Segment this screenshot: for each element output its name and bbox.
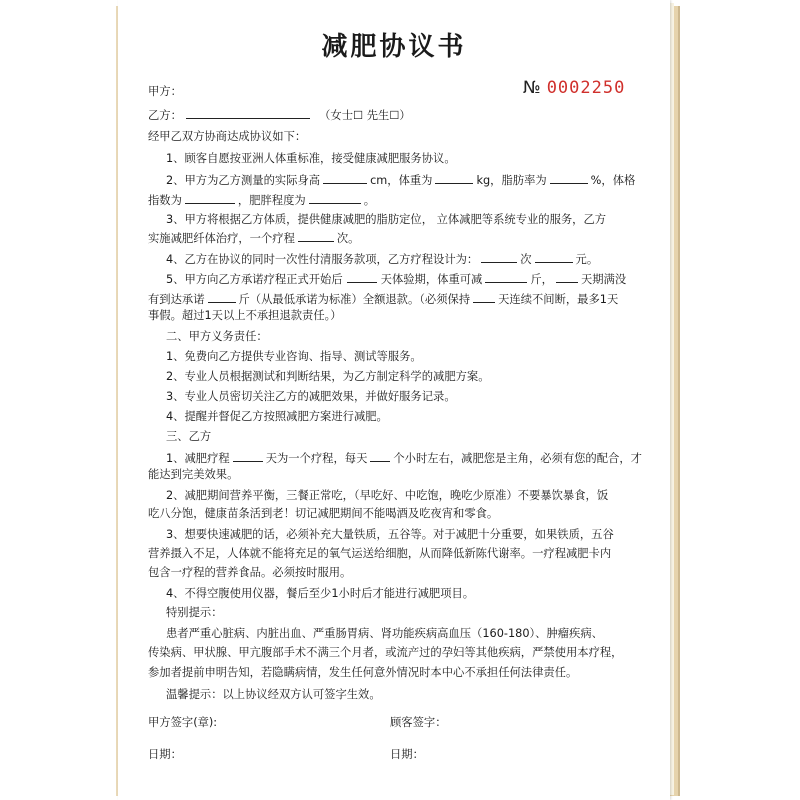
s1-item-5-text-b: 天体验期，体重可减 — [380, 273, 483, 286]
s3-item-1 — [166, 450, 642, 466]
s1-item-3: 3、甲方将根据乙方体质，提供健康减肥的脂肪定位， 立体减肥等系统专业的服务，乙方 — [166, 213, 607, 226]
s3-item-3: 3、想要快速减肥的话，必须补充大量铁质，五谷等。对于减肥十分重要，如果铁质，五谷 — [166, 528, 614, 541]
s1-item-5-text-c: 斤， — [530, 273, 553, 286]
customer-signature-label: 顾客签字： — [390, 716, 447, 729]
promise-weight-field[interactable] — [208, 291, 236, 303]
s2-item-1: 1、免费向乙方提供专业咨询、指导、测试等服务。 — [166, 350, 422, 363]
serial-number — [523, 78, 625, 98]
party-a-date-label: 日期： — [148, 748, 182, 761]
gender-options: （女士☐ 先生☐） — [319, 109, 411, 122]
course-days-field[interactable] — [233, 450, 263, 462]
s1-item-3-text-c: 次。 — [336, 232, 360, 245]
s1-item-5-text-d: 天期满没 — [580, 273, 627, 286]
s1-item-5-cont — [148, 291, 618, 307]
s2-item-2: 2、专业人员根据测试和判断结果，为乙方制定科学的减肥方案。 — [166, 370, 490, 383]
s2-heading: 二、甲方义务责任： — [166, 330, 268, 343]
s1-item-2-text-c: kg，脂肪率为 — [476, 174, 547, 187]
course-count-field[interactable] — [298, 230, 334, 242]
body-fat-field[interactable] — [550, 172, 588, 184]
s3-item-2: 2、减肥期间营养平衡，三餐正常吃，（早吃好、中吃饱，晚吃少原准）不要暴饮暴食，饭 — [166, 489, 609, 502]
s1-item-5-cont2: 事假。超过1天以上不承担退款责任。） — [148, 309, 342, 322]
s3-item-1-text-b: 天为一个疗程，每天 — [265, 452, 368, 465]
s2-item-4: 4、提醒并督促乙方按照减肥方案进行减肥。 — [166, 410, 388, 423]
height-field[interactable] — [323, 172, 367, 184]
s3-item-2-cont: 吃八分饱，健康苗条活到老！切记减肥期间不能喝酒及吃夜宵和零食。 — [148, 507, 499, 520]
party-b-label: 乙方： — [148, 109, 182, 122]
s1-item-5-text-a: 5、甲方向乙方承诺疗程正式开始后 — [166, 273, 343, 286]
party-b-name-field[interactable] — [186, 107, 310, 119]
s3-item-1-text-c: 个小时左右，减肥您是主角，必须有您的配合，才 — [393, 452, 642, 465]
special-line-1: 患者严重心脏病、内脏出血、严重肠胃病、肾功能疾病高血压（160-180）、肿瘤疾病、 — [166, 627, 603, 640]
document-title: 减肥协议书 — [321, 32, 467, 62]
party-a-signature-label: 甲方签字(章): — [148, 716, 218, 729]
s3-item-1-text-a: 1、减肥疗程 — [166, 452, 230, 465]
s1-item-4-text-c: 元。 — [575, 253, 599, 266]
party-b-line — [148, 107, 411, 123]
s1-item-2 — [166, 172, 635, 188]
s1-item-5-text-e: 有到达承诺 — [148, 293, 205, 306]
price-field[interactable] — [535, 251, 573, 263]
special-heading: 特别提示： — [166, 606, 223, 619]
s2-item-3: 3、专业人员密切关注乙方的减肥效果，并做好服务记录。 — [166, 390, 456, 403]
s3-item-1-cont: 能达到完美效果。 — [148, 468, 239, 481]
bmi-field[interactable] — [185, 192, 235, 204]
s1-item-4-text-a: 4、乙方在协议的同时一次性付清服务款项，乙方疗程设计为： — [166, 253, 479, 266]
s1-item-2-text-f: ，肥胖程度为 — [237, 194, 306, 207]
weight-field[interactable] — [435, 172, 473, 184]
s1-item-5-text-g: 天连续不间断，最多1天 — [498, 293, 619, 306]
s1-item-3-text-b: 实施减肥纤体治疗，一个疗程 — [148, 232, 295, 245]
agreement-sheet — [118, 0, 670, 800]
obesity-degree-field[interactable] — [309, 192, 361, 204]
serial-prefix: № — [523, 78, 541, 98]
s1-item-3-cont — [148, 230, 359, 246]
weight-loss-field[interactable] — [485, 271, 527, 283]
s1-item-2-text-e: 指数为 — [148, 194, 182, 207]
hours-per-day-field[interactable] — [370, 450, 390, 462]
party-a-line — [148, 85, 182, 99]
s3-item-3-cont: 营养摄入不足，人体就不能将充足的氧气运送给细胞，从而降低新陈代谢率。一疗程减肥卡内 — [148, 547, 612, 560]
special-line-3: 参加者提前申明告知，若隐瞒病情，发生任何意外情况时本中心不承担任何法律责任。 — [148, 666, 578, 679]
s1-item-4 — [166, 251, 598, 267]
reminder-text: 温馨提示：以上协议经双方认可签字生效。 — [166, 688, 381, 701]
intro-text: 经甲乙双方协商达成协议如下： — [148, 130, 307, 143]
party-a-label: 甲方： — [148, 85, 182, 98]
s1-item-5 — [166, 271, 626, 287]
s1-item-4-text-b: 次 — [520, 253, 532, 266]
s1-item-1: 1、顾客自愿按亚洲人体重标准，接受健康减肥服务协议。 — [166, 152, 456, 165]
s1-item-2-text-b: cm，体重为 — [370, 174, 433, 187]
s1-item-2-cont — [148, 192, 375, 208]
customer-date-label: 日期： — [390, 748, 424, 761]
full-term-days-field[interactable] — [556, 271, 578, 283]
sessions-field[interactable] — [481, 251, 517, 263]
s3-item-4: 4、不得空腹使用仪器，餐后至少1小时后才能进行减肥项目。 — [166, 587, 475, 600]
s1-item-2-text-d: %，体格 — [590, 174, 636, 187]
s3-heading: 三、乙方 — [166, 430, 212, 443]
s1-item-2-text-g: 。 — [363, 194, 376, 207]
s3-item-3-cont2: 包含一疗程的营养食品。必须按时服用。 — [148, 566, 352, 579]
continuous-days-field[interactable] — [473, 291, 495, 303]
serial-value: 0002250 — [546, 78, 626, 98]
trial-days-field[interactable] — [347, 271, 377, 283]
s1-item-5-text-f: 斤（从最低承诺为标准）全额退款。（必须保持 — [238, 293, 471, 306]
s1-item-2-text-a: 2、甲方为乙方测量的实际身高 — [166, 174, 321, 187]
special-line-2: 传染病、甲状腺、甲亢腹部手术不满三个月者，或流产过的孕妇等其他疾病，严禁使用本疗程， — [148, 646, 623, 659]
